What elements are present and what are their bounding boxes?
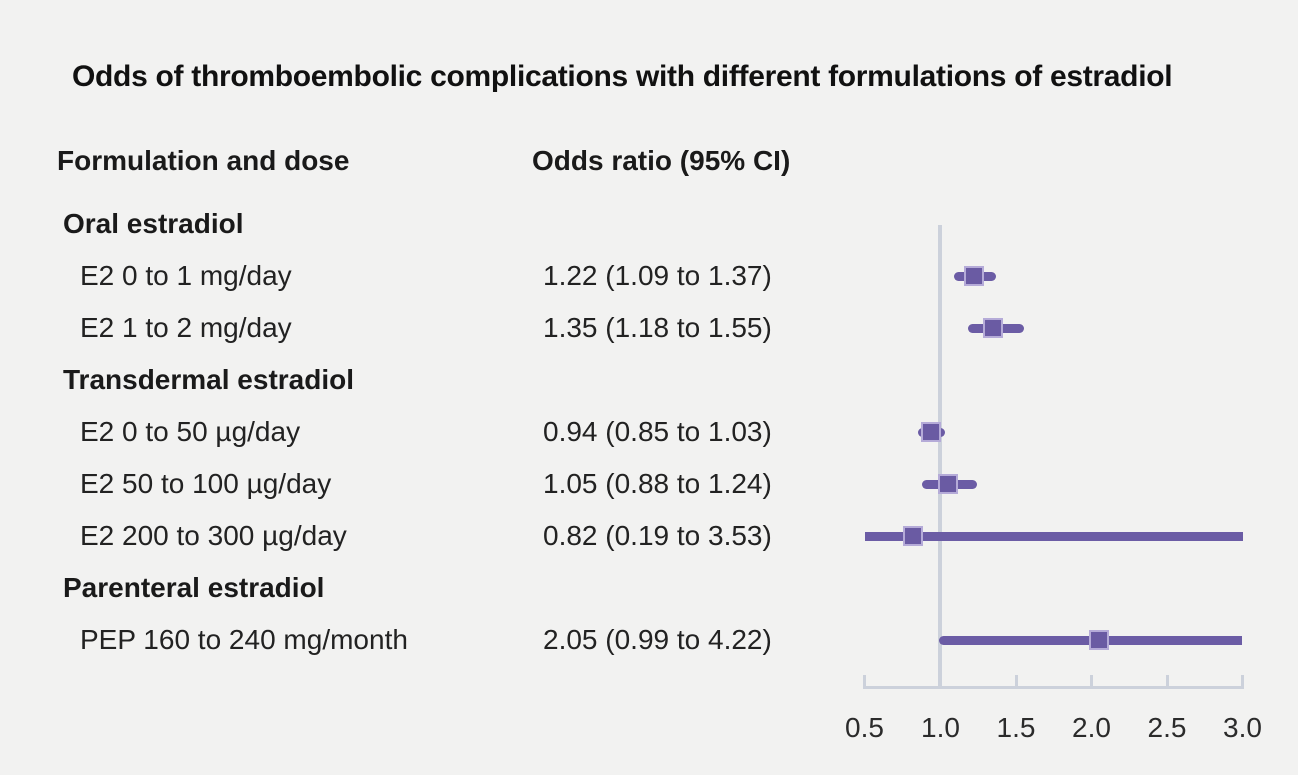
- column-header-formulation: Formulation and dose: [57, 145, 350, 176]
- row-odds-ratio-value: 1.22 (1.09 to 1.37): [543, 260, 772, 291]
- row-label: E2 0 to 1 mg/day: [80, 260, 292, 291]
- group-label: Parenteral estradiol: [63, 572, 325, 603]
- x-axis-tick-label: 1.0: [921, 712, 960, 743]
- x-axis-tick: [1015, 675, 1018, 686]
- group-label: Oral estradiol: [63, 208, 244, 239]
- row-odds-ratio-value: 2.05 (0.99 to 4.22): [543, 624, 772, 655]
- row-odds-ratio-value: 1.35 (1.18 to 1.55): [543, 312, 772, 343]
- row-label: E2 200 to 300 µg/day: [80, 520, 347, 551]
- reference-line-1.0: [938, 225, 942, 689]
- odds-ratio-marker: [1089, 630, 1109, 650]
- row-odds-ratio-value: 1.05 (0.88 to 1.24): [543, 468, 772, 499]
- x-axis-tick-label: 0.5: [845, 712, 884, 743]
- row-label: E2 0 to 50 µg/day: [80, 416, 301, 447]
- x-axis-tick-label: 3.0: [1223, 712, 1262, 743]
- odds-ratio-marker: [938, 474, 958, 494]
- x-axis-tick: [1166, 675, 1169, 686]
- x-axis-tick-label: 1.5: [996, 712, 1036, 743]
- column-header-odds-ratio: Odds ratio (95% CI): [532, 145, 791, 176]
- odds-ratio-marker: [921, 422, 941, 442]
- x-axis-tick: [863, 675, 866, 686]
- row-label: E2 1 to 2 mg/day: [80, 312, 292, 343]
- x-axis-tick-label: 2.5: [1147, 712, 1187, 743]
- odds-ratio-marker: [964, 266, 984, 286]
- group-label: Transdermal estradiol: [63, 364, 355, 395]
- x-axis-tick: [1241, 675, 1244, 686]
- row-odds-ratio-value: 0.94 (0.85 to 1.03): [543, 416, 772, 447]
- row-label: PEP 160 to 240 mg/month: [80, 624, 408, 655]
- row-label: E2 50 to 100 µg/day: [80, 468, 332, 499]
- chart-title: Odds of thromboembolic complications with different formulations of estradiol: [72, 60, 1173, 93]
- x-axis-line: [863, 686, 1244, 689]
- x-axis-tick: [939, 675, 942, 686]
- odds-ratio-marker: [983, 318, 1003, 338]
- row-odds-ratio-value: 0.82 (0.19 to 3.53): [543, 520, 772, 551]
- odds-ratio-marker: [903, 526, 923, 546]
- x-axis-tick-label: 2.0: [1072, 712, 1111, 743]
- x-axis-tick: [1090, 675, 1093, 686]
